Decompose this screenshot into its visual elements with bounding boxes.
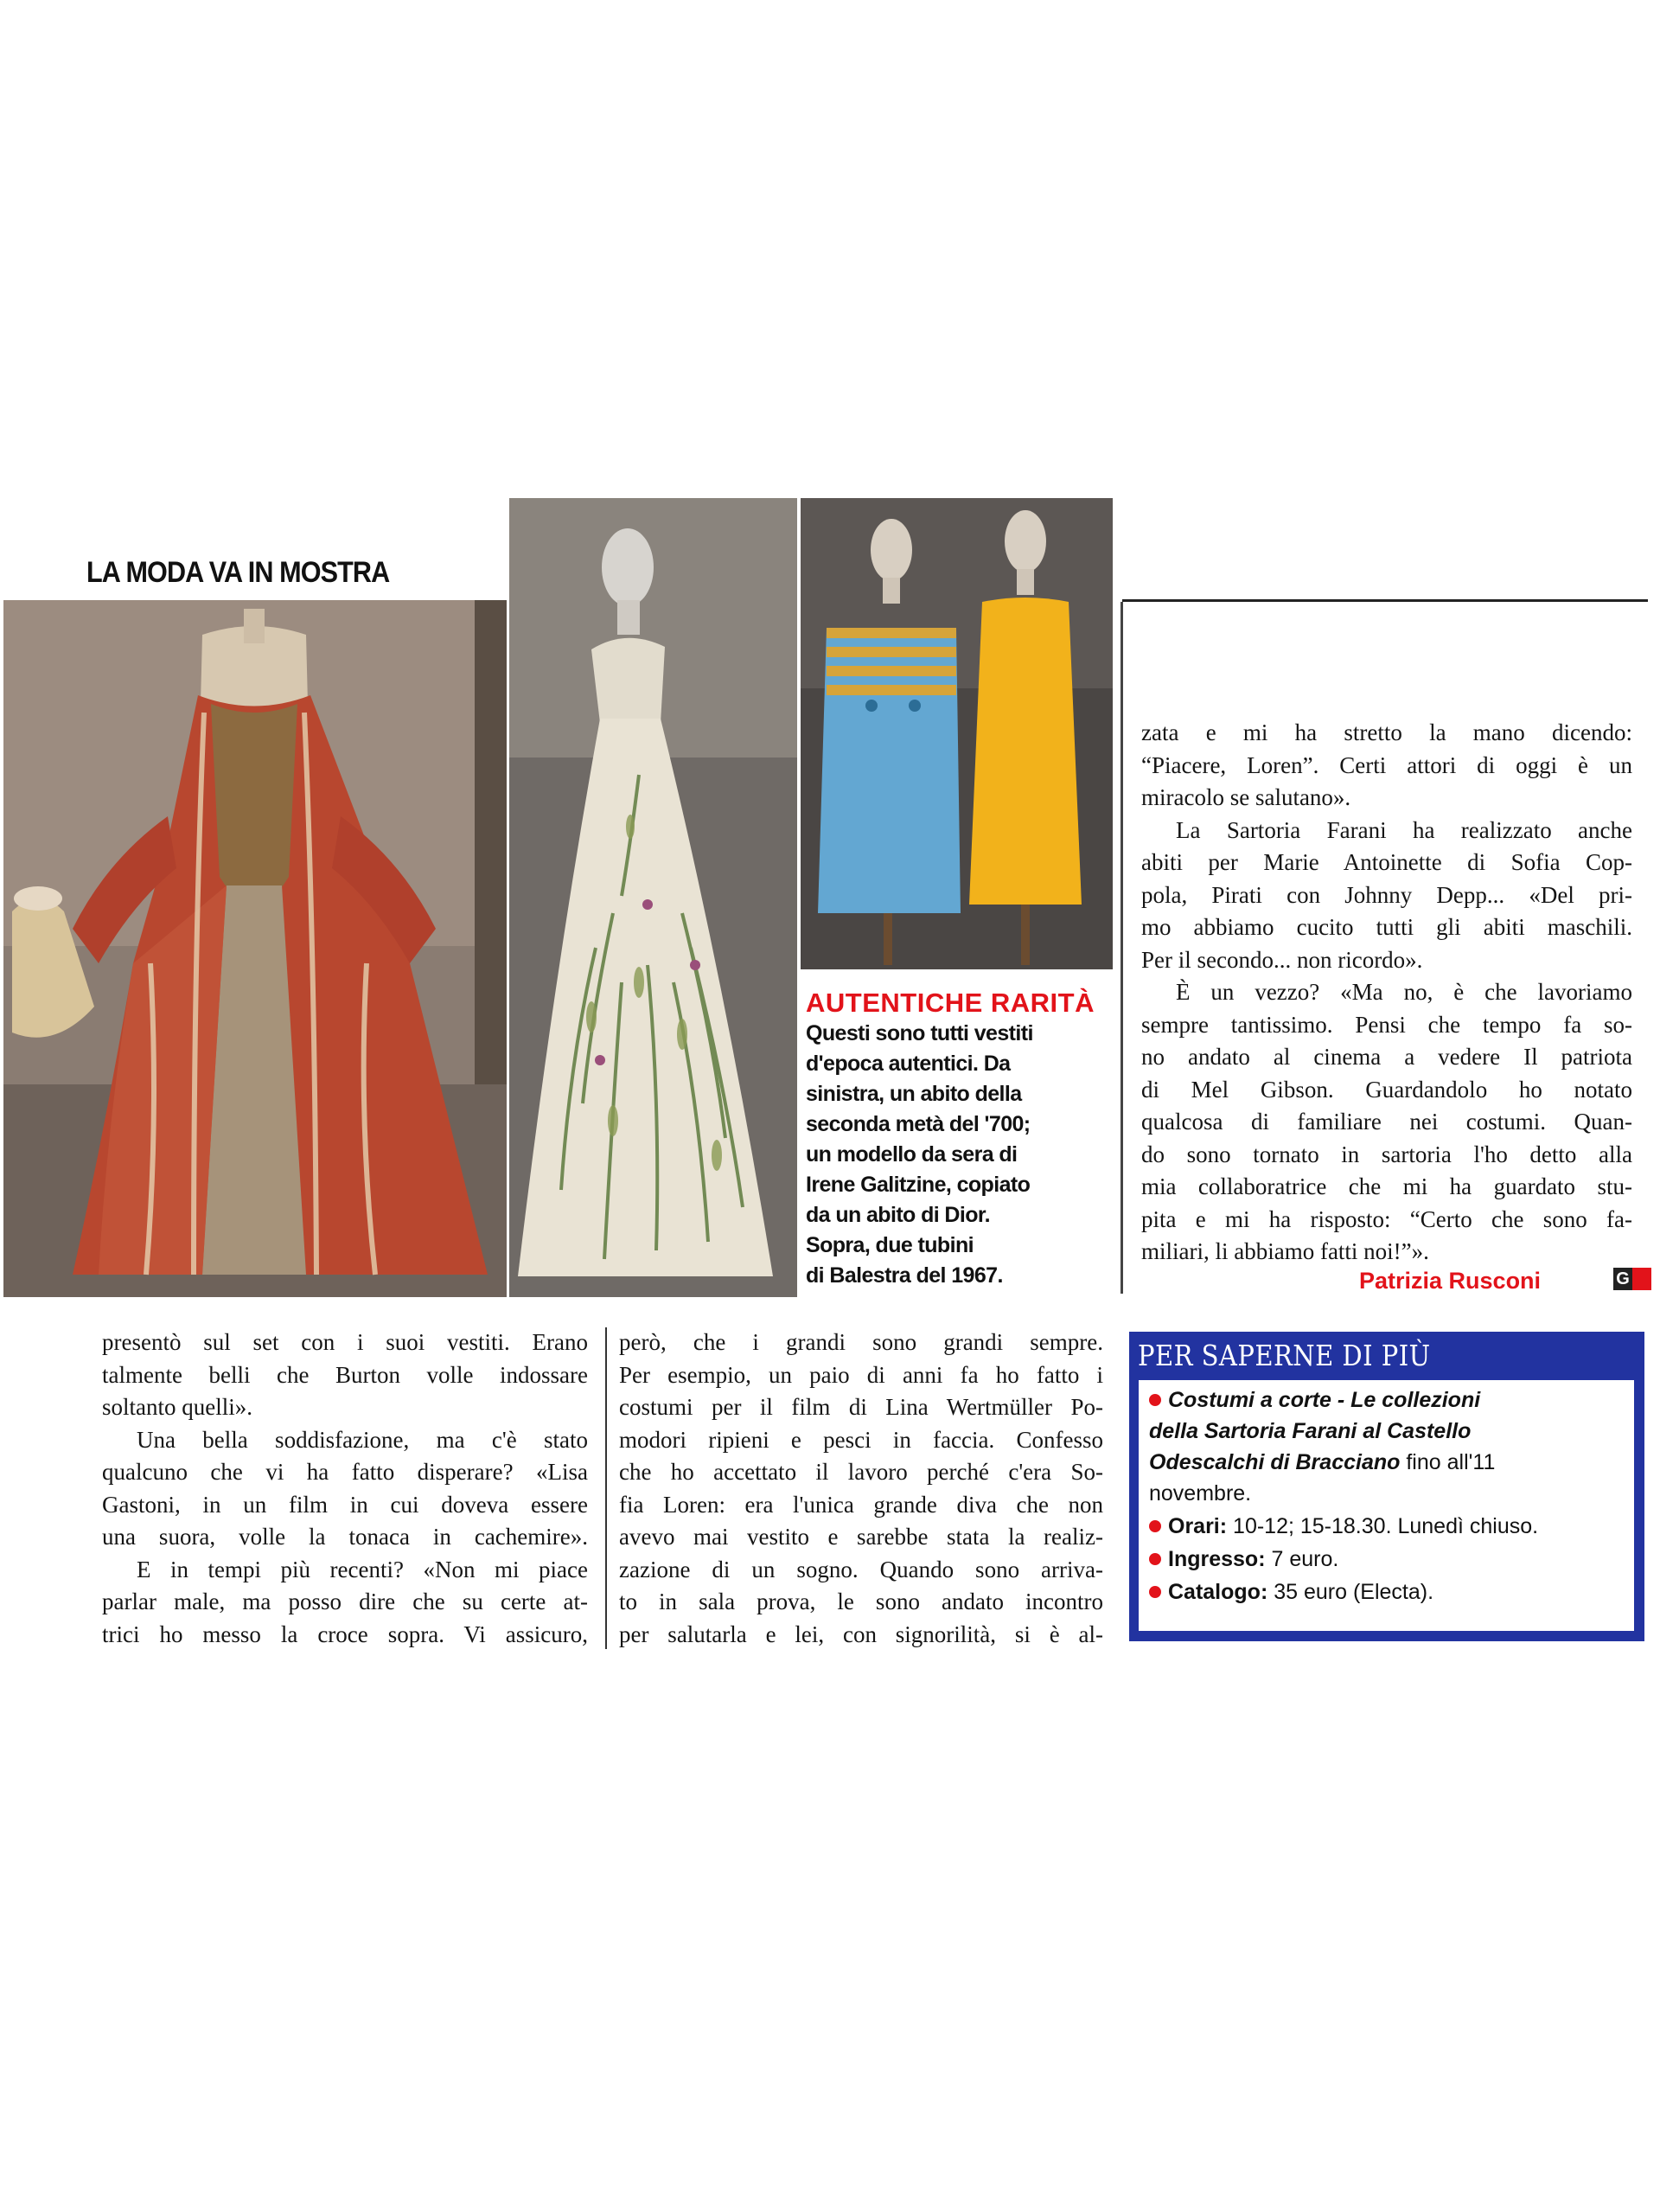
catalog-label: Catalogo: <box>1168 1580 1268 1604</box>
text-line: pita e mi ha risposto: “Certo che sono fa- <box>1141 1205 1632 1232</box>
caption-line: di Balestra del 1967. <box>806 1263 1003 1288</box>
article-column-left <box>102 1327 588 1651</box>
text-line: sempre tantissimo. Pensi che tempo fa so- <box>1141 1011 1632 1038</box>
text-line: fia Loren: era l'unica grande diva che non <box>619 1491 1103 1518</box>
author-byline: Patrizia Rusconi <box>1359 1268 1542 1294</box>
end-mark-red-block <box>1632 1268 1651 1290</box>
end-mark: G <box>1613 1268 1632 1290</box>
text-line: soltanto quelli». <box>102 1394 252 1420</box>
photo-galitzine-gown <box>509 498 797 1297</box>
exhibit-title: della Sartoria Farani al Castello <box>1149 1419 1472 1443</box>
bullet-icon <box>1149 1520 1161 1532</box>
caption-line: Sopra, due tubini <box>806 1233 974 1257</box>
text-line: qualcuno che vi ha fatto disperare? «Lisa <box>102 1459 588 1485</box>
text-line: no andato al cinema a vedere Il patriota <box>1141 1044 1632 1070</box>
caption-line: da un abito di Dior. <box>806 1203 991 1227</box>
text-line: “Piacere, Loren”. Certi attori di oggi è un <box>1141 751 1632 778</box>
text-line: zazione di un sogno. Quando sono arriva- <box>619 1556 1103 1582</box>
caption-line: d'epoca autentici. Da <box>806 1052 1011 1076</box>
photo-balestra-tubini <box>801 498 1113 969</box>
text-line: per salutarla e lei, con signorilità, si è al- <box>619 1621 1103 1647</box>
text-line: talmente belli che Burton volle indossare <box>102 1361 588 1388</box>
text-line: La Sartoria Farani ha realizzato anche <box>1176 816 1632 843</box>
text-line: costumi per il film di Lina Wertmüller Po- <box>619 1394 1103 1420</box>
text-line: di Mel Gibson. Guardandolo ho notato <box>1141 1076 1632 1103</box>
section-title: LA MODA VA IN MOSTRA <box>86 556 390 589</box>
column-separator <box>605 1327 607 1649</box>
hours-value: 10-12; 15-18.30. Lunedì chiuso. <box>1227 1514 1539 1538</box>
photo-dress-700 <box>3 600 507 1297</box>
text-line: zata e mi ha stretto la mano dicendo: <box>1141 719 1632 745</box>
info-catalog <box>1149 1577 1433 1607</box>
info-box <box>1129 1332 1644 1641</box>
text-line: però, che i grandi sono grandi sempre. <box>619 1329 1103 1355</box>
text-line: modori ripieni e pesci in faccia. Confesso <box>619 1426 1103 1453</box>
caption-line: un modello da sera di <box>806 1142 1018 1167</box>
text-line: presentò sul set con i suoi vestiti. Erano <box>102 1329 588 1355</box>
photo-caption <box>806 988 1110 1291</box>
catalog-value: 35 euro (Electa). <box>1267 1580 1434 1604</box>
info-exhibit-cont <box>1149 1479 1251 1508</box>
bullet-icon <box>1149 1553 1161 1565</box>
caption-title: AUTENTICHE RARITÀ <box>806 988 1095 1018</box>
text-line: to in sala prova, le sono andato incontro <box>619 1589 1103 1614</box>
column-rule <box>1120 602 1123 1294</box>
text-line: che ho accettato il lavoro perché c'era So- <box>619 1459 1103 1485</box>
info-box-body <box>1139 1380 1634 1631</box>
article-column-right <box>1141 717 1632 1269</box>
text-line: mo abbiamo cucito tutti gli abiti maschili. <box>1141 914 1632 940</box>
hours-label: Orari: <box>1168 1514 1228 1538</box>
text-line: E in tempi più recenti? «Non mi piace <box>137 1556 588 1582</box>
text-line: miliari, li abbiamo fatti noi!”». <box>1141 1238 1429 1264</box>
info-box-title: PER SAPERNE DI PIÙ <box>1138 1339 1431 1372</box>
text-line: abiti per Marie Antoinette di Sofia Cop- <box>1141 849 1632 875</box>
info-exhibit <box>1149 1385 1480 1415</box>
exhibit-title: Costumi a corte - Le collezioni <box>1168 1388 1481 1412</box>
text-line: Per il secondo... non ricordo». <box>1141 946 1423 973</box>
caption-line: sinistra, un abito della <box>806 1082 1022 1106</box>
text-line: mia collaboratrice che mi ha guardato stu- <box>1141 1173 1632 1199</box>
text-line: una suora, volle la tonaca in cachemire». <box>102 1524 588 1550</box>
text-line: pola, Pirati con Johnny Depp... «Del pri- <box>1141 881 1632 908</box>
bullet-icon <box>1149 1586 1161 1598</box>
info-hours <box>1149 1512 1538 1541</box>
entry-label: Ingresso: <box>1168 1547 1266 1571</box>
info-exhibit-cont <box>1149 1448 1495 1477</box>
caption-line: Irene Galitzine, copiato <box>806 1173 1031 1197</box>
exhibit-title: Odescalchi di Bracciano <box>1149 1450 1401 1474</box>
caption-line: Questi sono tutti vestiti <box>806 1021 1033 1045</box>
exhibit-until: novembre. <box>1149 1481 1252 1506</box>
article-column-middle <box>619 1327 1103 1651</box>
text-line: miracolo se salutano». <box>1141 784 1351 810</box>
exhibit-until: fino all'11 <box>1400 1450 1496 1474</box>
text-line: Per esempio, un paio di anni fa ho fatto i <box>619 1361 1103 1388</box>
text-line: do sono tornato in sartoria l'ho detto alla <box>1141 1141 1632 1167</box>
entry-value: 7 euro. <box>1265 1547 1339 1571</box>
text-line: parlar male, ma posso dire che su certe at- <box>102 1589 588 1614</box>
top-rule <box>1122 599 1648 602</box>
text-line: È un vezzo? «Ma no, è che lavoriamo <box>1176 979 1632 1005</box>
text-line: trici ho messo la croce sopra. Vi assicuro, <box>102 1621 588 1647</box>
text-line: qualcosa di familiare nei costumi. Quan- <box>1141 1109 1632 1135</box>
text-line: Una bella soddisfazione, ma c'è stato <box>137 1426 588 1453</box>
text-line: Gastoni, in un film in cui doveva essere <box>102 1491 588 1518</box>
text-line: avevo mai vestito e sarebbe stata la realiz- <box>619 1524 1103 1550</box>
bullet-icon <box>1149 1394 1161 1406</box>
info-entry <box>1149 1544 1338 1574</box>
caption-line: seconda metà del '700; <box>806 1112 1031 1136</box>
info-exhibit-cont <box>1149 1416 1471 1446</box>
